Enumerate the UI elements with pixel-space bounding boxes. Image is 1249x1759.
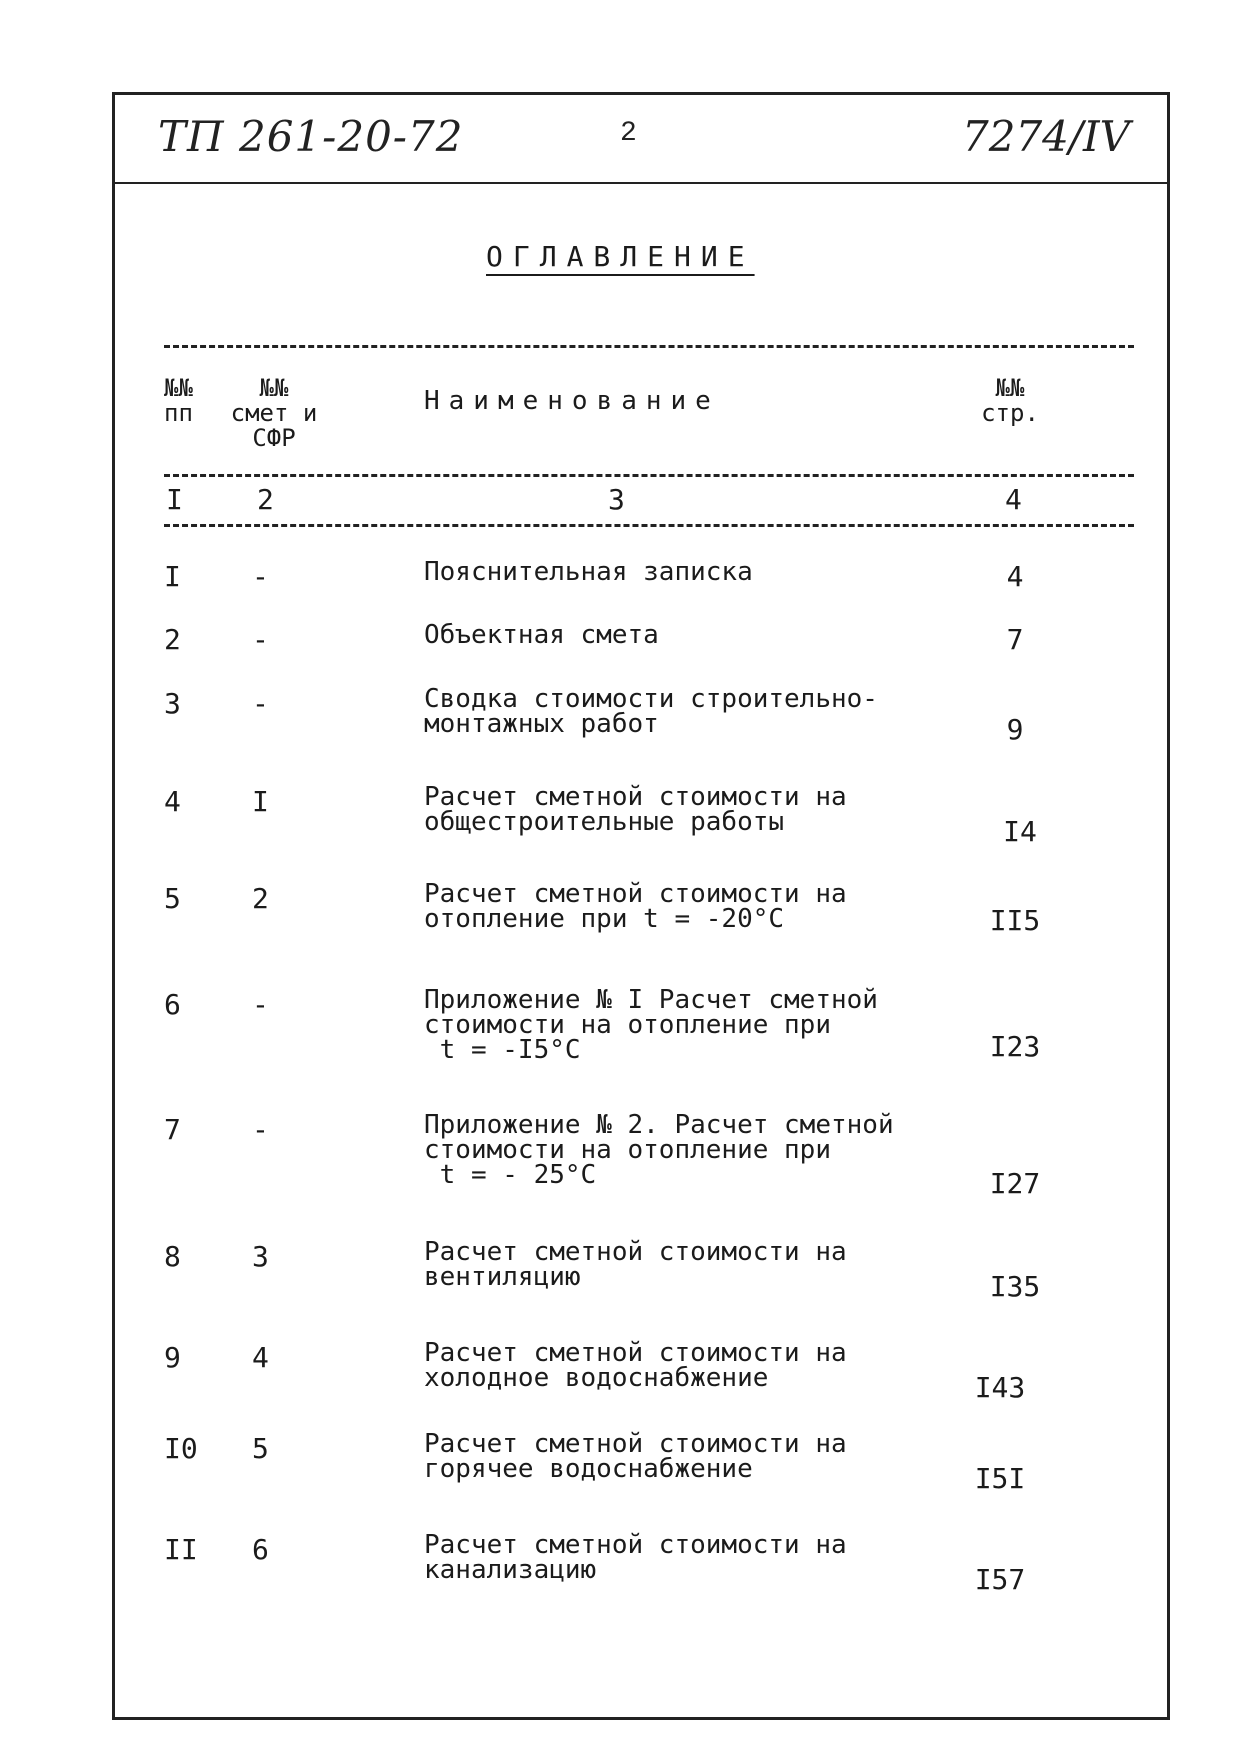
col-header-pp: №№ пп	[164, 374, 193, 427]
row-title: Пояснительная записка	[424, 557, 753, 587]
page-number: 9	[1006, 713, 1024, 746]
page-number: I35	[989, 1270, 1041, 1303]
sheet-number: 2	[620, 118, 637, 149]
page-number: 7	[1006, 623, 1024, 656]
col-number-1: I	[166, 483, 183, 516]
col-header-page: №№ стр.	[981, 374, 1039, 427]
estimate-number: -	[252, 687, 269, 720]
page-title: ОГЛАВЛЕНИЕ	[486, 240, 755, 273]
header-divider	[112, 182, 1170, 184]
row-number: I0	[164, 1432, 198, 1465]
row-title: Объектная смета	[424, 620, 659, 650]
row-number: 5	[164, 882, 181, 915]
row-number: 8	[164, 1240, 181, 1273]
estimate-number: -	[252, 1113, 269, 1146]
page-number: I43	[974, 1371, 1026, 1404]
header-bottom-rule	[164, 524, 1134, 527]
col-number-3: 3	[608, 483, 625, 516]
row-number: 9	[164, 1341, 181, 1374]
estimate-number: -	[252, 560, 269, 593]
row-number: II	[164, 1533, 198, 1566]
page-number: 4	[1006, 560, 1024, 593]
page-number: I27	[989, 1167, 1041, 1200]
row-title: Расчет сметной стоимости на холодное водоснабжение	[424, 1338, 847, 1393]
page-number: I5I	[974, 1462, 1026, 1495]
estimate-number: -	[252, 623, 269, 656]
estimate-number: 2	[252, 882, 269, 915]
estimate-number: 3	[252, 1240, 269, 1273]
page-number: I23	[989, 1030, 1041, 1063]
row-title: Расчет сметной стоимости на вентиляцию	[424, 1237, 847, 1292]
estimate-number: 4	[252, 1341, 269, 1374]
row-number: 6	[164, 988, 181, 1021]
estimate-number: I	[252, 785, 269, 818]
page-number: I4	[1003, 815, 1037, 848]
row-number: 7	[164, 1113, 181, 1146]
header-mid-rule	[164, 474, 1134, 477]
col-header-name: Наименование	[424, 386, 720, 416]
estimate-number: 5	[252, 1432, 269, 1465]
document-code: ТП 261-20-72	[158, 112, 464, 161]
row-number: 3	[164, 687, 181, 720]
row-title: Расчет сметной стоимости на общестроительные работы	[424, 782, 847, 837]
col-number-2: 2	[257, 483, 274, 516]
row-title: Расчет сметной стоимости на канализацию	[424, 1530, 847, 1585]
row-title: Сводка стоимости строительно- монтажных работ	[424, 684, 878, 739]
row-title: Приложение № I Расчет сметной стоимости на отопление при t = -I5°C	[424, 985, 878, 1065]
row-title: Расчет сметной стоимости на отопление при t = -20°C	[424, 879, 847, 934]
page-number: II5	[989, 904, 1041, 937]
row-number: I	[164, 560, 181, 593]
row-number: 2	[164, 623, 181, 656]
inventory-number: 7274/IV	[962, 112, 1130, 161]
col-number-4: 4	[1005, 483, 1022, 516]
row-title: Приложение № 2. Расчет сметной стоимости на отопление при t = - 25°C	[424, 1110, 894, 1190]
col-header-smet: №№ смет и СФР	[230, 374, 318, 452]
header-top-rule	[164, 345, 1134, 348]
row-title: Расчет сметной стоимости на горячее водоснабжение	[424, 1429, 847, 1484]
estimate-number: 6	[252, 1533, 269, 1566]
row-number: 4	[164, 785, 181, 818]
page-number: I57	[974, 1563, 1026, 1596]
estimate-number: -	[252, 988, 269, 1021]
